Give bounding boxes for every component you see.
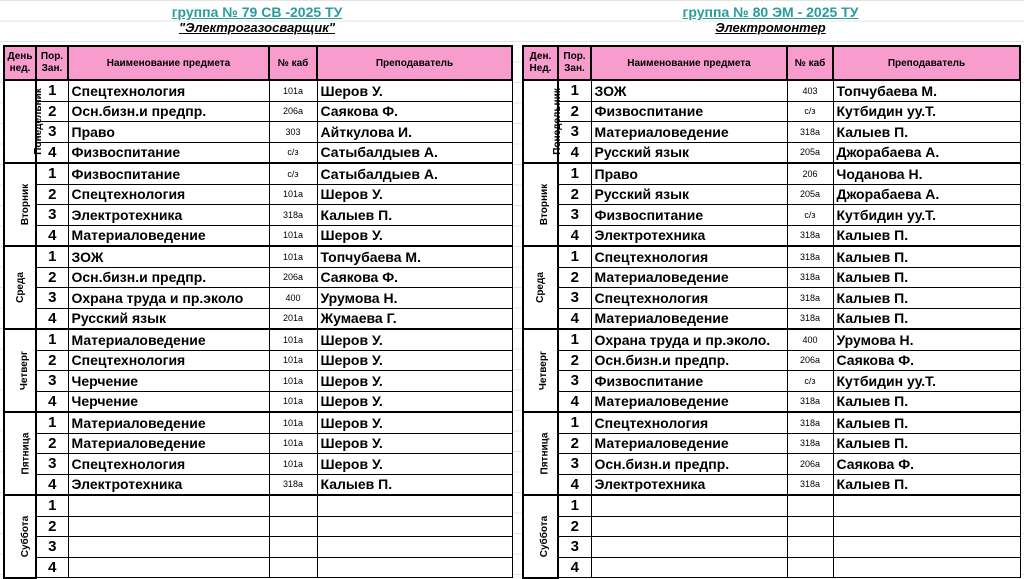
day-cell [4,80,44,163]
lesson-number: 4 [558,308,591,329]
header-day-line1: День [7,51,33,62]
teacher-name: Шеров У. [317,371,512,392]
group-title: группа № 80 ЭМ - 2025 ТУ [682,4,859,20]
teacher-name: Айткулова И. [317,122,512,143]
header-lesson-number [558,46,591,80]
day-label: Четверг [538,350,550,391]
subject-name: Материаловедение [68,225,269,246]
table-row [523,205,1020,226]
lesson-number: 4 [36,557,68,578]
lesson-number: 2 [36,101,68,122]
table-row [4,516,512,537]
table-row [523,454,1020,475]
lesson-number: 2 [558,267,591,288]
lesson-number: 3 [36,205,68,226]
day-cell [523,246,558,329]
table-row [4,288,512,309]
header-subject: Наименование предмета [591,46,787,80]
lesson-number: 2 [36,433,68,454]
subject-name: Спецтехнология [591,246,787,267]
subject-name [591,516,787,537]
table-row [4,80,512,101]
day-label: Вторник [539,183,551,226]
lesson-number: 3 [558,371,591,392]
day-cell [523,495,558,578]
lesson-number: 4 [558,142,591,163]
room-number: 101а [269,350,317,371]
lesson-number: 2 [36,184,68,205]
teacher-name: Урумова Н. [317,288,512,309]
teacher-name [833,495,1020,516]
teacher-name [317,557,512,578]
subject-name: Электротехника [591,474,787,495]
teacher-name: Джорабаева А. [833,184,1020,205]
room-number [269,495,317,516]
subject-name: Черчение [68,371,269,392]
header-teacher: Преподаватель [833,46,1020,80]
day-cell [523,329,558,412]
teacher-name [317,537,512,558]
table-row [4,371,512,392]
room-number: 318а [787,246,833,267]
table-row [523,371,1020,392]
room-number: 318а [787,288,833,309]
table-row [523,142,1020,163]
teacher-name: Калыев П. [833,267,1020,288]
table-row [523,474,1020,495]
room-number: 318а [787,474,833,495]
teacher-name [833,516,1020,537]
room-number: 206а [787,454,833,475]
teacher-name: Калыев П. [833,433,1020,454]
table-row [4,184,512,205]
lesson-number: 3 [36,288,68,309]
lesson-number: 2 [558,433,591,454]
day-label: Пятница [20,432,32,475]
table-row [523,557,1020,578]
subject-name: Охрана труда и пр.эколо [68,288,269,309]
header-num-line1: Пор. [563,51,586,62]
table-row [4,537,512,558]
teacher-name [833,557,1020,578]
lesson-number: 4 [558,557,591,578]
teacher-name: Калыев П. [833,288,1020,309]
room-number: с/з [787,205,833,226]
lesson-number: 4 [36,225,68,246]
room-number: 303 [269,122,317,143]
subject-name: Осн.бизн.и предпр. [591,350,787,371]
subject-name: Право [68,122,269,143]
teacher-name: Шеров У. [317,80,512,101]
table-row [523,308,1020,329]
subject-name: ЗОЖ [591,80,787,101]
day-cell [4,329,36,412]
day-label: Понедельник [32,88,44,155]
lesson-number: 1 [558,329,591,350]
teacher-name: Сатыбалдыев А. [317,142,512,163]
lesson-number: 4 [36,391,68,412]
table-row [523,184,1020,205]
teacher-name: Калыев П. [833,122,1020,143]
table-row [523,516,1020,537]
lesson-number: 2 [36,516,68,537]
teacher-name: Шеров У. [317,412,512,433]
subject-name: Материаловедение [591,122,787,143]
header-room: № каб [787,46,833,80]
subject-name [591,557,787,578]
room-number: 403 [787,80,833,101]
table-row [523,122,1020,143]
table-row [4,454,512,475]
subject-name: Материаловедение [591,308,787,329]
day-label: Вторник [20,183,32,226]
table-row [4,557,512,578]
room-number: 318а [787,225,833,246]
day-label: Среда [14,272,26,303]
group-subtitle: Электромонтер [715,20,826,35]
day-cell [4,163,36,246]
teacher-name: Сатыбалдыев А. [317,163,512,184]
teacher-name: Джорабаева А. [833,142,1020,163]
room-number: 318а [787,433,833,454]
header-teacher: Преподаватель [317,46,512,80]
teacher-name [317,495,512,516]
day-cell [4,495,36,578]
table-row [4,308,512,329]
teacher-name [833,537,1020,558]
room-number [269,537,317,558]
room-number: 101а [269,225,317,246]
subject-name: Спецтехнология [68,350,269,371]
room-number [787,557,833,578]
table-row [4,412,512,433]
lesson-number: 3 [36,537,68,558]
teacher-name: Саякова Ф. [317,267,512,288]
table-row [4,246,512,267]
room-number [787,495,833,516]
header-day [523,46,558,80]
lesson-number: 1 [558,163,591,184]
table-row [523,163,1020,184]
header-num-line2: Зан. [41,63,63,74]
subject-name: Русский язык [591,184,787,205]
room-number: 318а [269,205,317,226]
subject-name: Электротехника [68,205,269,226]
day-cell [523,412,558,495]
table-row [523,391,1020,412]
lesson-number: 2 [558,101,591,122]
header-num-line1: Пор. [40,51,64,62]
subject-name: Материаловедение [68,412,269,433]
table-row [523,288,1020,309]
teacher-name: Шеров У. [317,329,512,350]
subject-name: ЗОЖ [68,246,269,267]
teacher-name: Саякова Ф. [833,454,1020,475]
table-row [4,391,512,412]
room-number: 318а [787,412,833,433]
room-number: 318а [787,267,833,288]
day-cell [4,246,36,329]
room-number: 400 [787,329,833,350]
header-num-line2: Зан. [564,63,585,74]
subject-name: Русский язык [591,142,787,163]
subject-name: Материаловедение [591,391,787,412]
lesson-number: 1 [36,246,68,267]
subject-name: Физвоспитание [591,205,787,226]
day-cell [523,80,563,163]
subject-name [68,516,269,537]
day-cell [523,163,558,246]
subject-name: Осн.бизн.и предпр. [68,267,269,288]
subject-name: Физвоспитание [68,163,269,184]
teacher-name: Урумова Н. [833,329,1020,350]
subject-name: Черчение [68,391,269,412]
lesson-number: 2 [558,350,591,371]
table-row [4,163,512,184]
day-label: Пятница [539,432,551,475]
table-row [523,225,1020,246]
lesson-number: 2 [558,184,591,205]
day-label: Суббота [20,515,32,557]
subject-name: Осн.бизн.и предпр. [68,101,269,122]
lesson-number: 2 [558,516,591,537]
teacher-name: Шеров У. [317,350,512,371]
table-row [523,80,1020,101]
teacher-name: Топчубаева М. [833,80,1020,101]
room-number: 318а [787,122,833,143]
room-number: 101а [269,433,317,454]
room-number: 400 [269,288,317,309]
lesson-number: 1 [36,163,68,184]
subject-name: Физвоспитание [591,101,787,122]
lesson-number: 4 [36,142,68,163]
teacher-name: Жумаева Г. [317,308,512,329]
room-number [269,516,317,537]
subject-name: Электротехника [68,474,269,495]
day-label: Суббота [539,515,551,557]
subject-name [68,495,269,516]
lesson-number: 3 [558,454,591,475]
teacher-name: Саякова Ф. [317,101,512,122]
room-number: 206а [269,101,317,122]
lesson-number: 1 [558,80,591,101]
lesson-number: 3 [558,205,591,226]
subject-name: Спецтехнология [68,184,269,205]
room-number: с/з [787,371,833,392]
subject-name: Материаловедение [68,329,269,350]
lesson-number: 3 [558,288,591,309]
teacher-name: Калыев П. [317,205,512,226]
lesson-number: 1 [558,495,591,516]
header-lesson-number [36,46,68,80]
day-cell [4,412,36,495]
room-number: 101а [269,412,317,433]
teacher-name: Топчубаева М. [317,246,512,267]
table-row [4,495,512,516]
lesson-number: 1 [558,246,591,267]
lesson-number: 1 [36,495,68,516]
subject-name [591,495,787,516]
table-row [4,329,512,350]
teacher-name: Кутбидин уу.Т. [833,205,1020,226]
room-number: 205а [787,142,833,163]
table-row [4,350,512,371]
lesson-number: 4 [36,474,68,495]
lesson-number: 2 [36,267,68,288]
group-title: группа № 79 СВ -2025 ТУ [171,4,343,20]
room-number: 318а [269,474,317,495]
room-number: 206а [269,267,317,288]
header-day-line2: нед. [9,63,31,74]
room-number [269,557,317,578]
table-row [4,122,512,143]
lesson-number: 4 [558,474,591,495]
room-number: 101а [269,371,317,392]
table-row [4,433,512,454]
schedule-table [3,45,513,579]
lesson-number: 4 [558,225,591,246]
teacher-name: Калыев П. [833,246,1020,267]
room-number: 101а [269,246,317,267]
teacher-name: Калыев П. [833,225,1020,246]
teacher-name: Шеров У. [317,391,512,412]
header-day [4,46,36,80]
table-row [4,267,512,288]
subject-name [68,537,269,558]
lesson-number: 3 [36,371,68,392]
table-row [523,433,1020,454]
table-row [523,101,1020,122]
day-label: Среда [535,272,546,303]
header-room: № каб [269,46,317,80]
lesson-number: 4 [36,308,68,329]
header-subject: Наименование предмета [68,46,269,80]
teacher-name: Саякова Ф. [833,350,1020,371]
table-row [4,205,512,226]
subject-name: Физвоспитание [68,142,269,163]
table-row [523,267,1020,288]
teacher-name: Калыев П. [833,308,1020,329]
lesson-number: 3 [558,122,591,143]
teacher-name: Шеров У. [317,433,512,454]
header-day-line1: Ден. [529,51,552,62]
lesson-number: 3 [36,454,68,475]
teacher-name [317,516,512,537]
room-number: 101а [269,329,317,350]
table-row [4,101,512,122]
subject-name: Право [591,163,787,184]
subject-name: Спецтехнология [591,288,787,309]
teacher-name: Кутбидин уу.Т. [833,371,1020,392]
table-row [523,350,1020,371]
room-number: 101а [269,454,317,475]
subject-name [68,557,269,578]
subject-name: Осн.бизн.и предпр. [591,454,787,475]
table-row [523,537,1020,558]
lesson-number: 2 [36,350,68,371]
table-row [523,495,1020,516]
teacher-name: Шеров У. [317,454,512,475]
teacher-name: Калыев П. [317,474,512,495]
room-number: 101а [269,80,317,101]
table-row [523,329,1020,350]
room-number: 201а [269,308,317,329]
room-number: с/з [269,142,317,163]
subject-name: Физвоспитание [591,371,787,392]
teacher-name: Шеров У. [317,225,512,246]
room-number: с/з [269,163,317,184]
subject-name [591,537,787,558]
table-row [4,142,512,163]
teacher-name: Шеров У. [317,184,512,205]
teacher-name: Кутбидин уу.Т. [833,101,1020,122]
lesson-number: 3 [558,537,591,558]
day-label: Понедельник [551,88,563,155]
group-subtitle: "Электрогазосварщик" [178,20,335,35]
room-number: 205а [787,184,833,205]
day-label: Четверг [19,350,31,391]
subject-name: Материаловедение [591,267,787,288]
table-row [523,246,1020,267]
header-day-line2: Нед. [529,63,552,74]
lesson-number: 1 [36,412,68,433]
room-number [787,537,833,558]
subject-name: Русский язык [68,308,269,329]
subject-name: Спецтехнология [591,412,787,433]
table-row [4,474,512,495]
lesson-number: 1 [36,329,68,350]
room-number: 318а [787,391,833,412]
schedule-table [522,45,1021,579]
room-number [787,516,833,537]
subject-name: Спецтехнология [68,454,269,475]
teacher-name: Калыев П. [833,391,1020,412]
room-number: 101а [269,391,317,412]
subject-name: Охрана труда и пр.эколо. [591,329,787,350]
subject-name: Электротехника [591,225,787,246]
lesson-number: 3 [36,122,68,143]
room-number: 206 [787,163,833,184]
teacher-name: Калыев П. [833,412,1020,433]
room-number: 206а [787,350,833,371]
room-number: 318а [787,308,833,329]
teacher-name: Калыев П. [833,474,1020,495]
lesson-number: 4 [558,391,591,412]
teacher-name: Чоданова Н. [833,163,1020,184]
subject-name: Спецтехнология [68,80,269,101]
subject-name: Материаловедение [591,433,787,454]
room-number: 101а [269,184,317,205]
subject-name: Материаловедение [68,433,269,454]
table-row [523,412,1020,433]
lesson-number: 1 [36,80,68,101]
lesson-number: 1 [558,412,591,433]
table-row [4,225,512,246]
room-number: с/з [787,101,833,122]
